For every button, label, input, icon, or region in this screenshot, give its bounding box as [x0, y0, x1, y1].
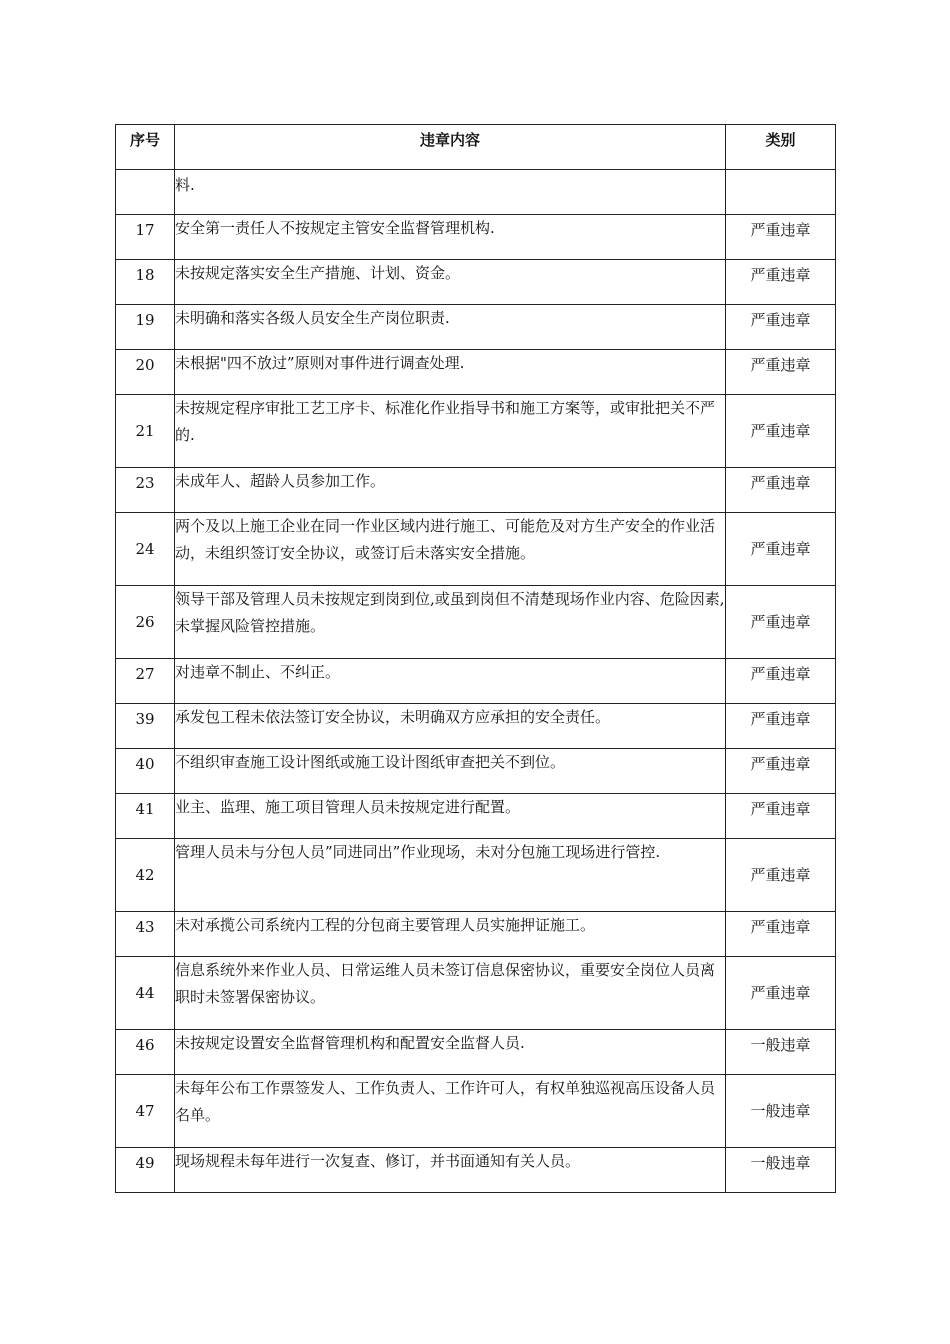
table-row [116, 586, 836, 659]
row-category: 严重违章 [726, 468, 836, 513]
row-serial-number: 26 [116, 586, 175, 659]
table-row [116, 704, 836, 749]
row-violation-content: 领导干部及管理人员未按规定到岗到位,或虽到岗但不清楚现场作业内容、危险因素,未掌握风险管控措施。 [175, 586, 726, 659]
row-serial-number: 41 [116, 794, 175, 839]
row-serial-number: 17 [116, 215, 175, 260]
row-serial-number: 49 [116, 1148, 175, 1193]
row-serial-number: 43 [116, 912, 175, 957]
table-row [116, 350, 836, 395]
table-header-row [116, 125, 836, 170]
table-row [116, 659, 836, 704]
row-violation-content: 未对承揽公司系统内工程的分包商主要管理人员实施押证施工。 [175, 912, 726, 957]
row-category: 严重违章 [726, 513, 836, 586]
row-serial-number: 44 [116, 957, 175, 1030]
table-row [116, 468, 836, 513]
row-violation-content: 承发包工程未依法签订安全协议，未明确双方应承担的安全责任。 [175, 704, 726, 749]
row-category: 一般违章 [726, 1148, 836, 1193]
table-row [116, 794, 836, 839]
row-category: 严重违章 [726, 794, 836, 839]
table-row [116, 170, 836, 215]
row-category: 严重违章 [726, 912, 836, 957]
row-serial-number: 27 [116, 659, 175, 704]
violation-table [115, 124, 836, 1193]
row-violation-content: 现场规程未每年进行一次复查、修订，并书面通知有关人员。 [175, 1148, 726, 1193]
row-violation-content: 未按规定设置安全监督管理机构和配置安全监督人员. [175, 1030, 726, 1075]
row-serial-number: 19 [116, 305, 175, 350]
row-category: 严重违章 [726, 659, 836, 704]
row-category: 严重违章 [726, 586, 836, 659]
row-violation-content: 不组织审查施工设计图纸或施工设计图纸审查把关不到位。 [175, 749, 726, 794]
row-category: 严重违章 [726, 395, 836, 468]
table-row [116, 305, 836, 350]
row-serial-number: 20 [116, 350, 175, 395]
row-violation-content: 未每年公布工作票签发人、工作负责人、工作许可人，有权单独巡视高压设备人员名单。 [175, 1075, 726, 1148]
row-serial-number: 39 [116, 704, 175, 749]
table-body [116, 170, 836, 1193]
table-row [116, 513, 836, 586]
row-violation-content: 两个及以上施工企业在同一作业区域内进行施工、可能危及对方生产安全的作业活动，未组织签订安全协议，或签订后未落实安全措施。 [175, 513, 726, 586]
row-violation-content: 未按规定落实安全生产措施、计划、资金。 [175, 260, 726, 305]
row-serial-number: 24 [116, 513, 175, 586]
row-category: 严重违章 [726, 704, 836, 749]
row-category: 严重违章 [726, 260, 836, 305]
table-row [116, 957, 836, 1030]
row-violation-content: 未根据"四不放过”原则对事件进行调查处理. [175, 350, 726, 395]
row-category: 严重违章 [726, 839, 836, 912]
table-row [116, 1030, 836, 1075]
row-category: 严重违章 [726, 749, 836, 794]
table-row [116, 1075, 836, 1148]
table-row [116, 912, 836, 957]
table-row [116, 839, 836, 912]
table-row [116, 1148, 836, 1193]
row-violation-content: 料. [175, 170, 726, 215]
row-category: 严重违章 [726, 957, 836, 1030]
table-row [116, 749, 836, 794]
row-serial-number: 21 [116, 395, 175, 468]
table-row [116, 260, 836, 305]
row-violation-content: 管理人员未与分包人员”同进同出”作业现场，未对分包施工现场进行管控. [175, 839, 726, 912]
row-serial-number: 18 [116, 260, 175, 305]
row-category: 严重违章 [726, 350, 836, 395]
row-category: 一般违章 [726, 1030, 836, 1075]
row-serial-number: 47 [116, 1075, 175, 1148]
row-violation-content: 业主、监理、施工项目管理人员未按规定进行配置。 [175, 794, 726, 839]
row-serial-number [116, 170, 175, 215]
row-category: 严重违章 [726, 305, 836, 350]
row-category [726, 170, 836, 215]
table-row [116, 395, 836, 468]
row-violation-content: 对违章不制止、不纠正。 [175, 659, 726, 704]
row-category: 一般违章 [726, 1075, 836, 1148]
row-violation-content: 未明确和落实各级人员安全生产岗位职责. [175, 305, 726, 350]
header-violation-content: 违章内容 [175, 125, 726, 170]
header-category: 类别 [726, 125, 836, 170]
document-page [115, 124, 835, 1193]
row-serial-number: 23 [116, 468, 175, 513]
row-serial-number: 46 [116, 1030, 175, 1075]
table-row [116, 215, 836, 260]
row-category: 严重违章 [726, 215, 836, 260]
row-violation-content: 安全第一责任人不按规定主管安全监督管理机构. [175, 215, 726, 260]
row-violation-content: 未按规定程序审批工艺工序卡、标准化作业指导书和施工方案等，或审批把关不严的. [175, 395, 726, 468]
header-serial-number: 序号 [116, 125, 175, 170]
row-serial-number: 40 [116, 749, 175, 794]
row-violation-content: 未成年人、超龄人员参加工作。 [175, 468, 726, 513]
row-serial-number: 42 [116, 839, 175, 912]
row-violation-content: 信息系统外来作业人员、日常运维人员未签订信息保密协议，重要安全岗位人员离职时未签署保密协议。 [175, 957, 726, 1030]
